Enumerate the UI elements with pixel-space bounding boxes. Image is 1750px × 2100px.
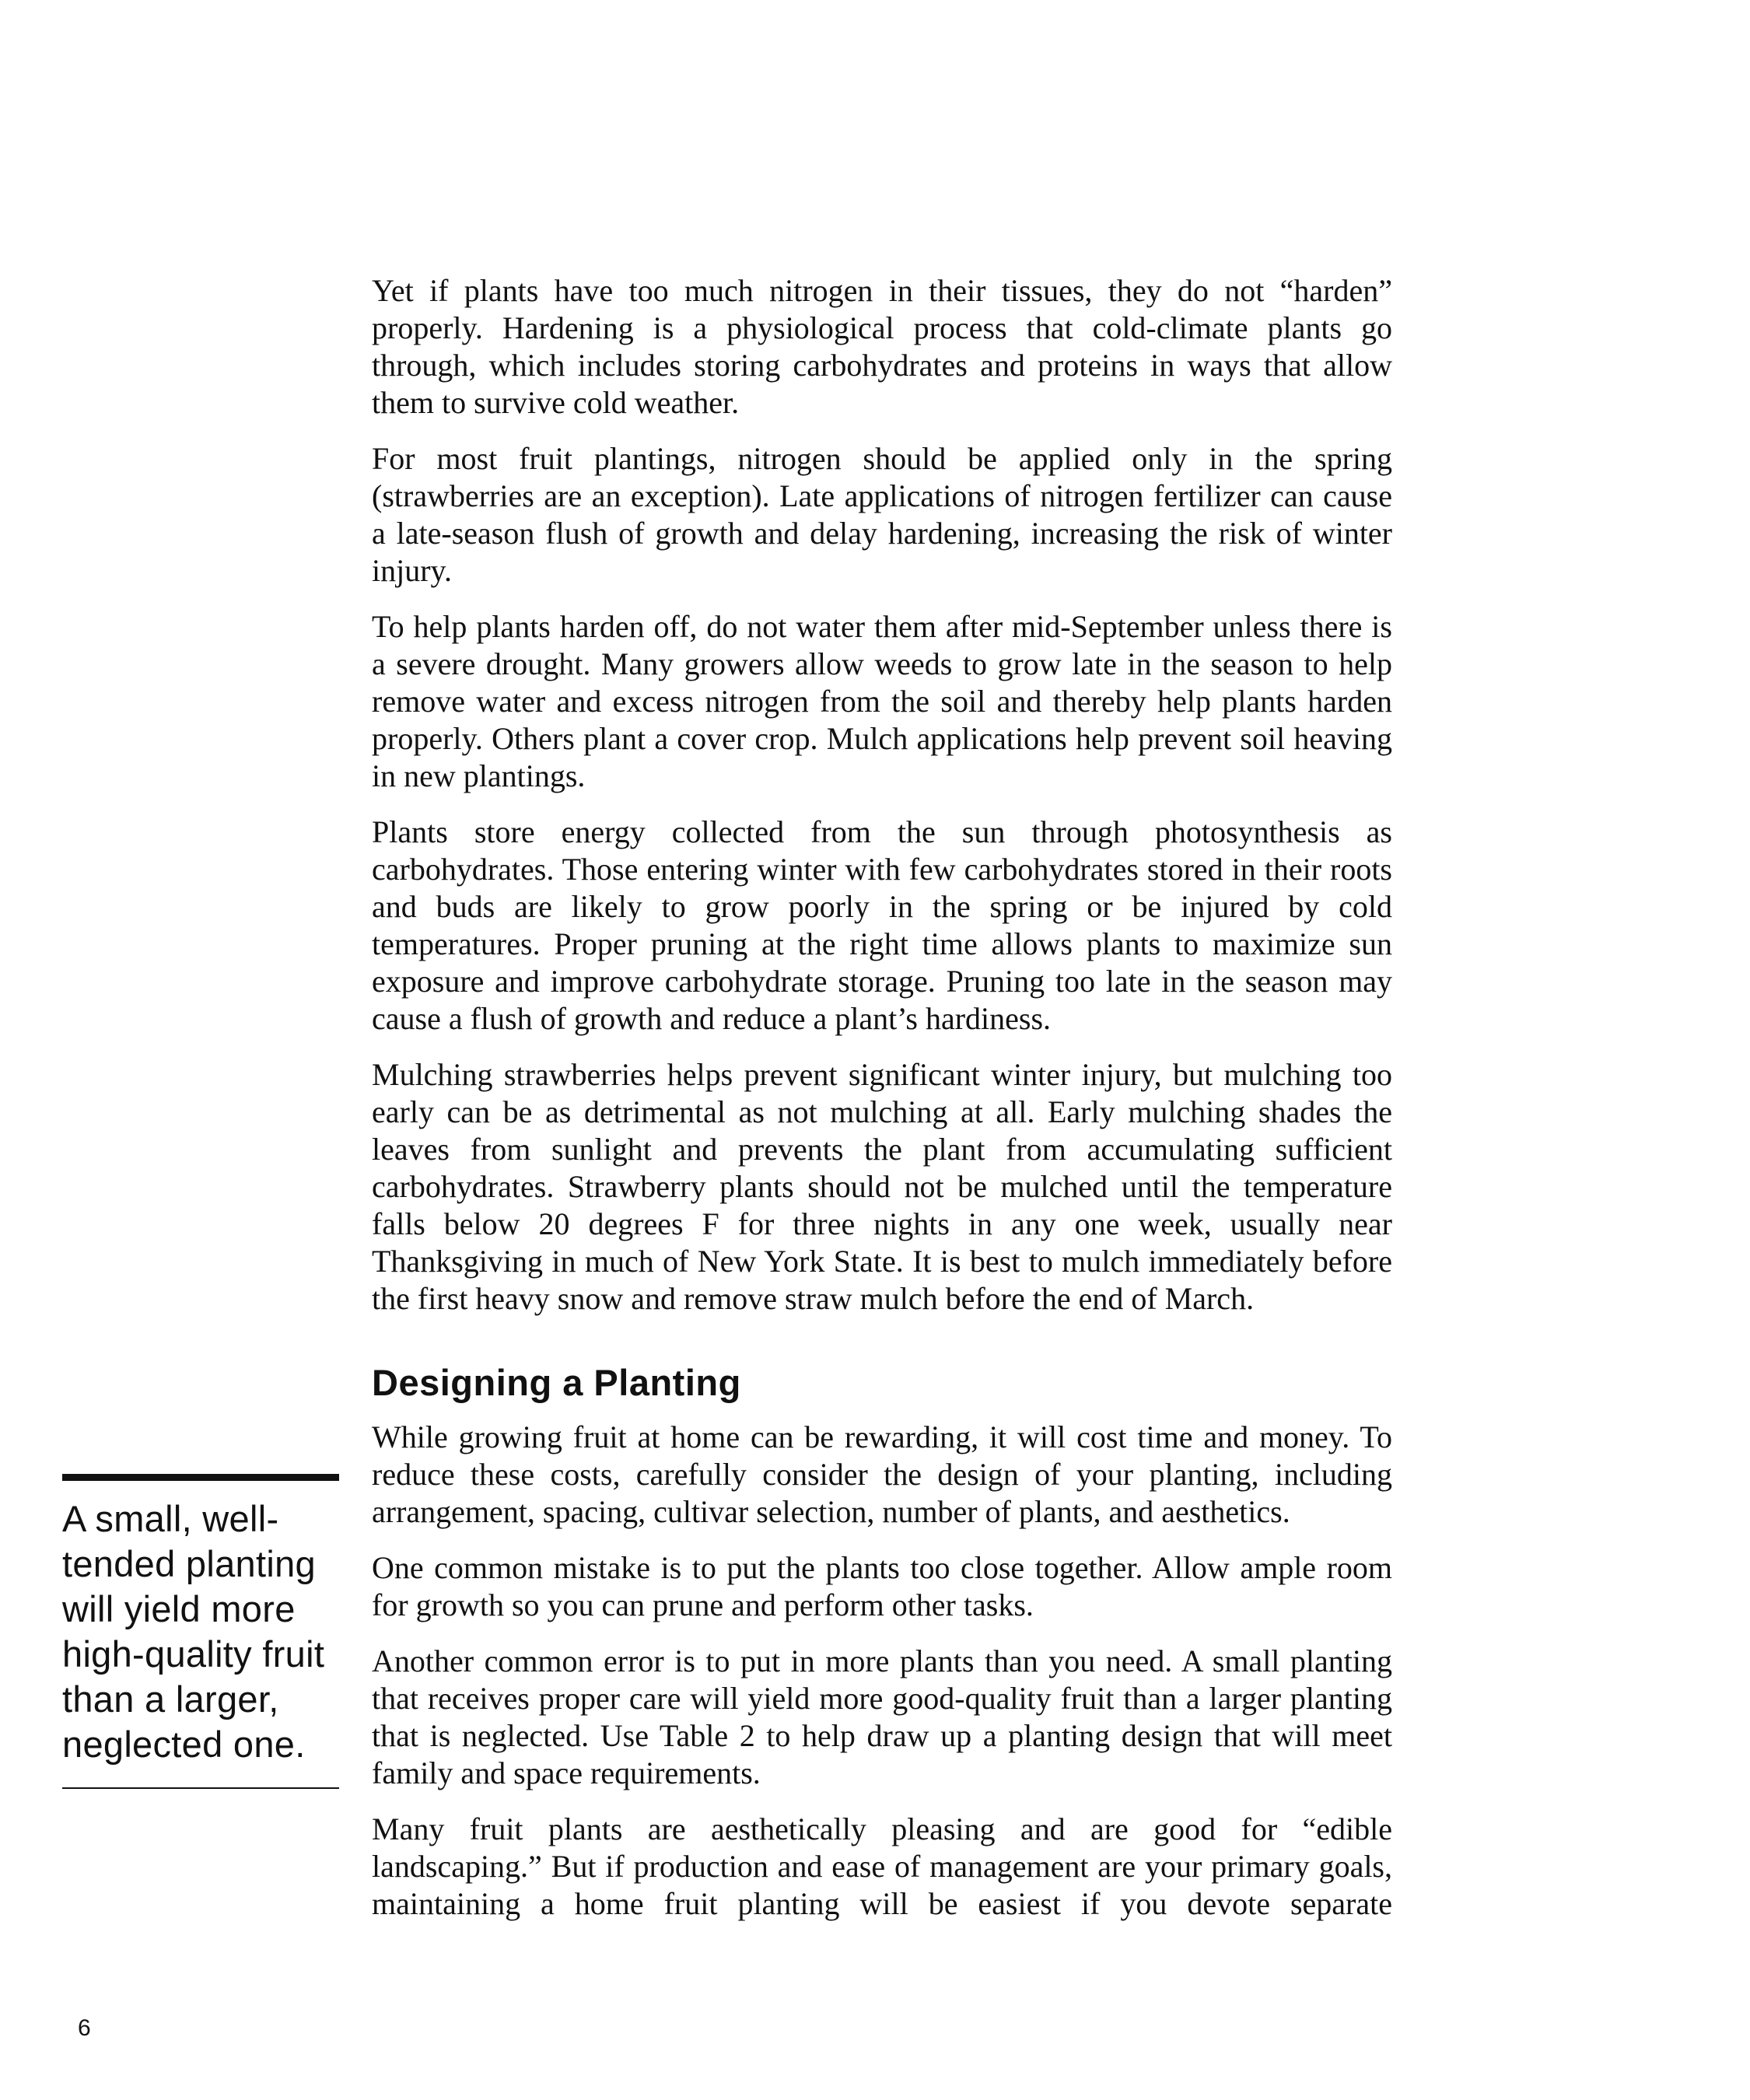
pull-quote-top-rule — [62, 1474, 339, 1481]
page-number: 6 — [78, 2015, 91, 2041]
main-text-column — [372, 272, 1392, 1941]
pull-quote-text: A small, well-tended planting will yield more high-quality fruit than a larger, neglected one. — [62, 1498, 325, 1765]
paragraph-nitrogen-timing: For most fruit plantings, nitrogen should be applied only in the spring (strawberries are an exception). Late applications of nitrogen fertilizer can cause a late-season flush of growth and delay hardening, increasing the risk of winter injury. — [372, 441, 1392, 588]
paragraph-too-many-plants: Another common error is to put in more plants than you need. A small planting that receives proper care will yield more good-quality fruit than a larger planting that is neglected. Use Table 2 to help draw up a planting design that will meet family and space requirements. — [372, 1643, 1392, 1790]
paragraph-carbohydrates: Plants store energy collected from the sun through photosynthesis as carbohydrates. Those entering winter with few carbohydrates stored in their roots and buds are likely to grow poorly in the spring or be injured by cold temperatures. Proper pruning at the right time allows plants to maximize sun exposure and improve carbohydrate storage. Pruning too late in the season may cause a flush of growth and reduce a plant’s hardiness. — [372, 814, 1392, 1036]
pull-quote — [62, 1474, 339, 1789]
section-heading: Designing a Planting — [372, 1362, 741, 1403]
paragraph-harden-off: To help plants harden off, do not water them after mid-September unless there is a severe drought. Many growers allow weeds to grow late in the season to help remove water and excess nitrogen from the soil and thereby help plants harden properly. Others plant a cover crop. Mulch applications help prevent soil heaving in new plantings. — [372, 609, 1392, 793]
pull-quote-bottom-rule — [62, 1787, 339, 1789]
paragraph-mulching: Mulching strawberries helps prevent significant winter injury, but mulching too early can be as detrimental as not mulching at all. Early mulching shades the leaves from sunlight and prevents the plant from accumulating sufficient carbohydrates. Strawberry plants should not be mulched until the temperature falls below 20 degrees F for three nights in any one week, usually near Thanksgiving in much of New York State. It is best to mulch immediately before the first heavy snow and remove straw mulch before the end of March. — [372, 1057, 1392, 1316]
paragraph-spacing-mistake: One common mistake is to put the plants too close together. Allow ample room for growth so you can prune and perform other tasks. — [372, 1550, 1392, 1622]
paragraph-hardening: Yet if plants have too much nitrogen in their tissues, they do not “harden” properly. Hardening is a physiological process that cold-climate plants go through, which includes storing carbohydrates and proteins in ways that allow them to survive cold weather. — [372, 273, 1392, 420]
paragraph-design-costs: While growing fruit at home can be rewarding, it will cost time and money. To reduce these costs, carefully consider the design of your planting, including arrangement, spacing, cultivar selection, number of plants, and aesthetics. — [372, 1419, 1392, 1529]
paragraph-edible-landscaping: Many fruit plants are aesthetically pleasing and are good for “edible landscaping.” But if production and ease of management are your primary goals, maintaining a home fruit planting will be easiest if you devote separate — [372, 1811, 1392, 1921]
